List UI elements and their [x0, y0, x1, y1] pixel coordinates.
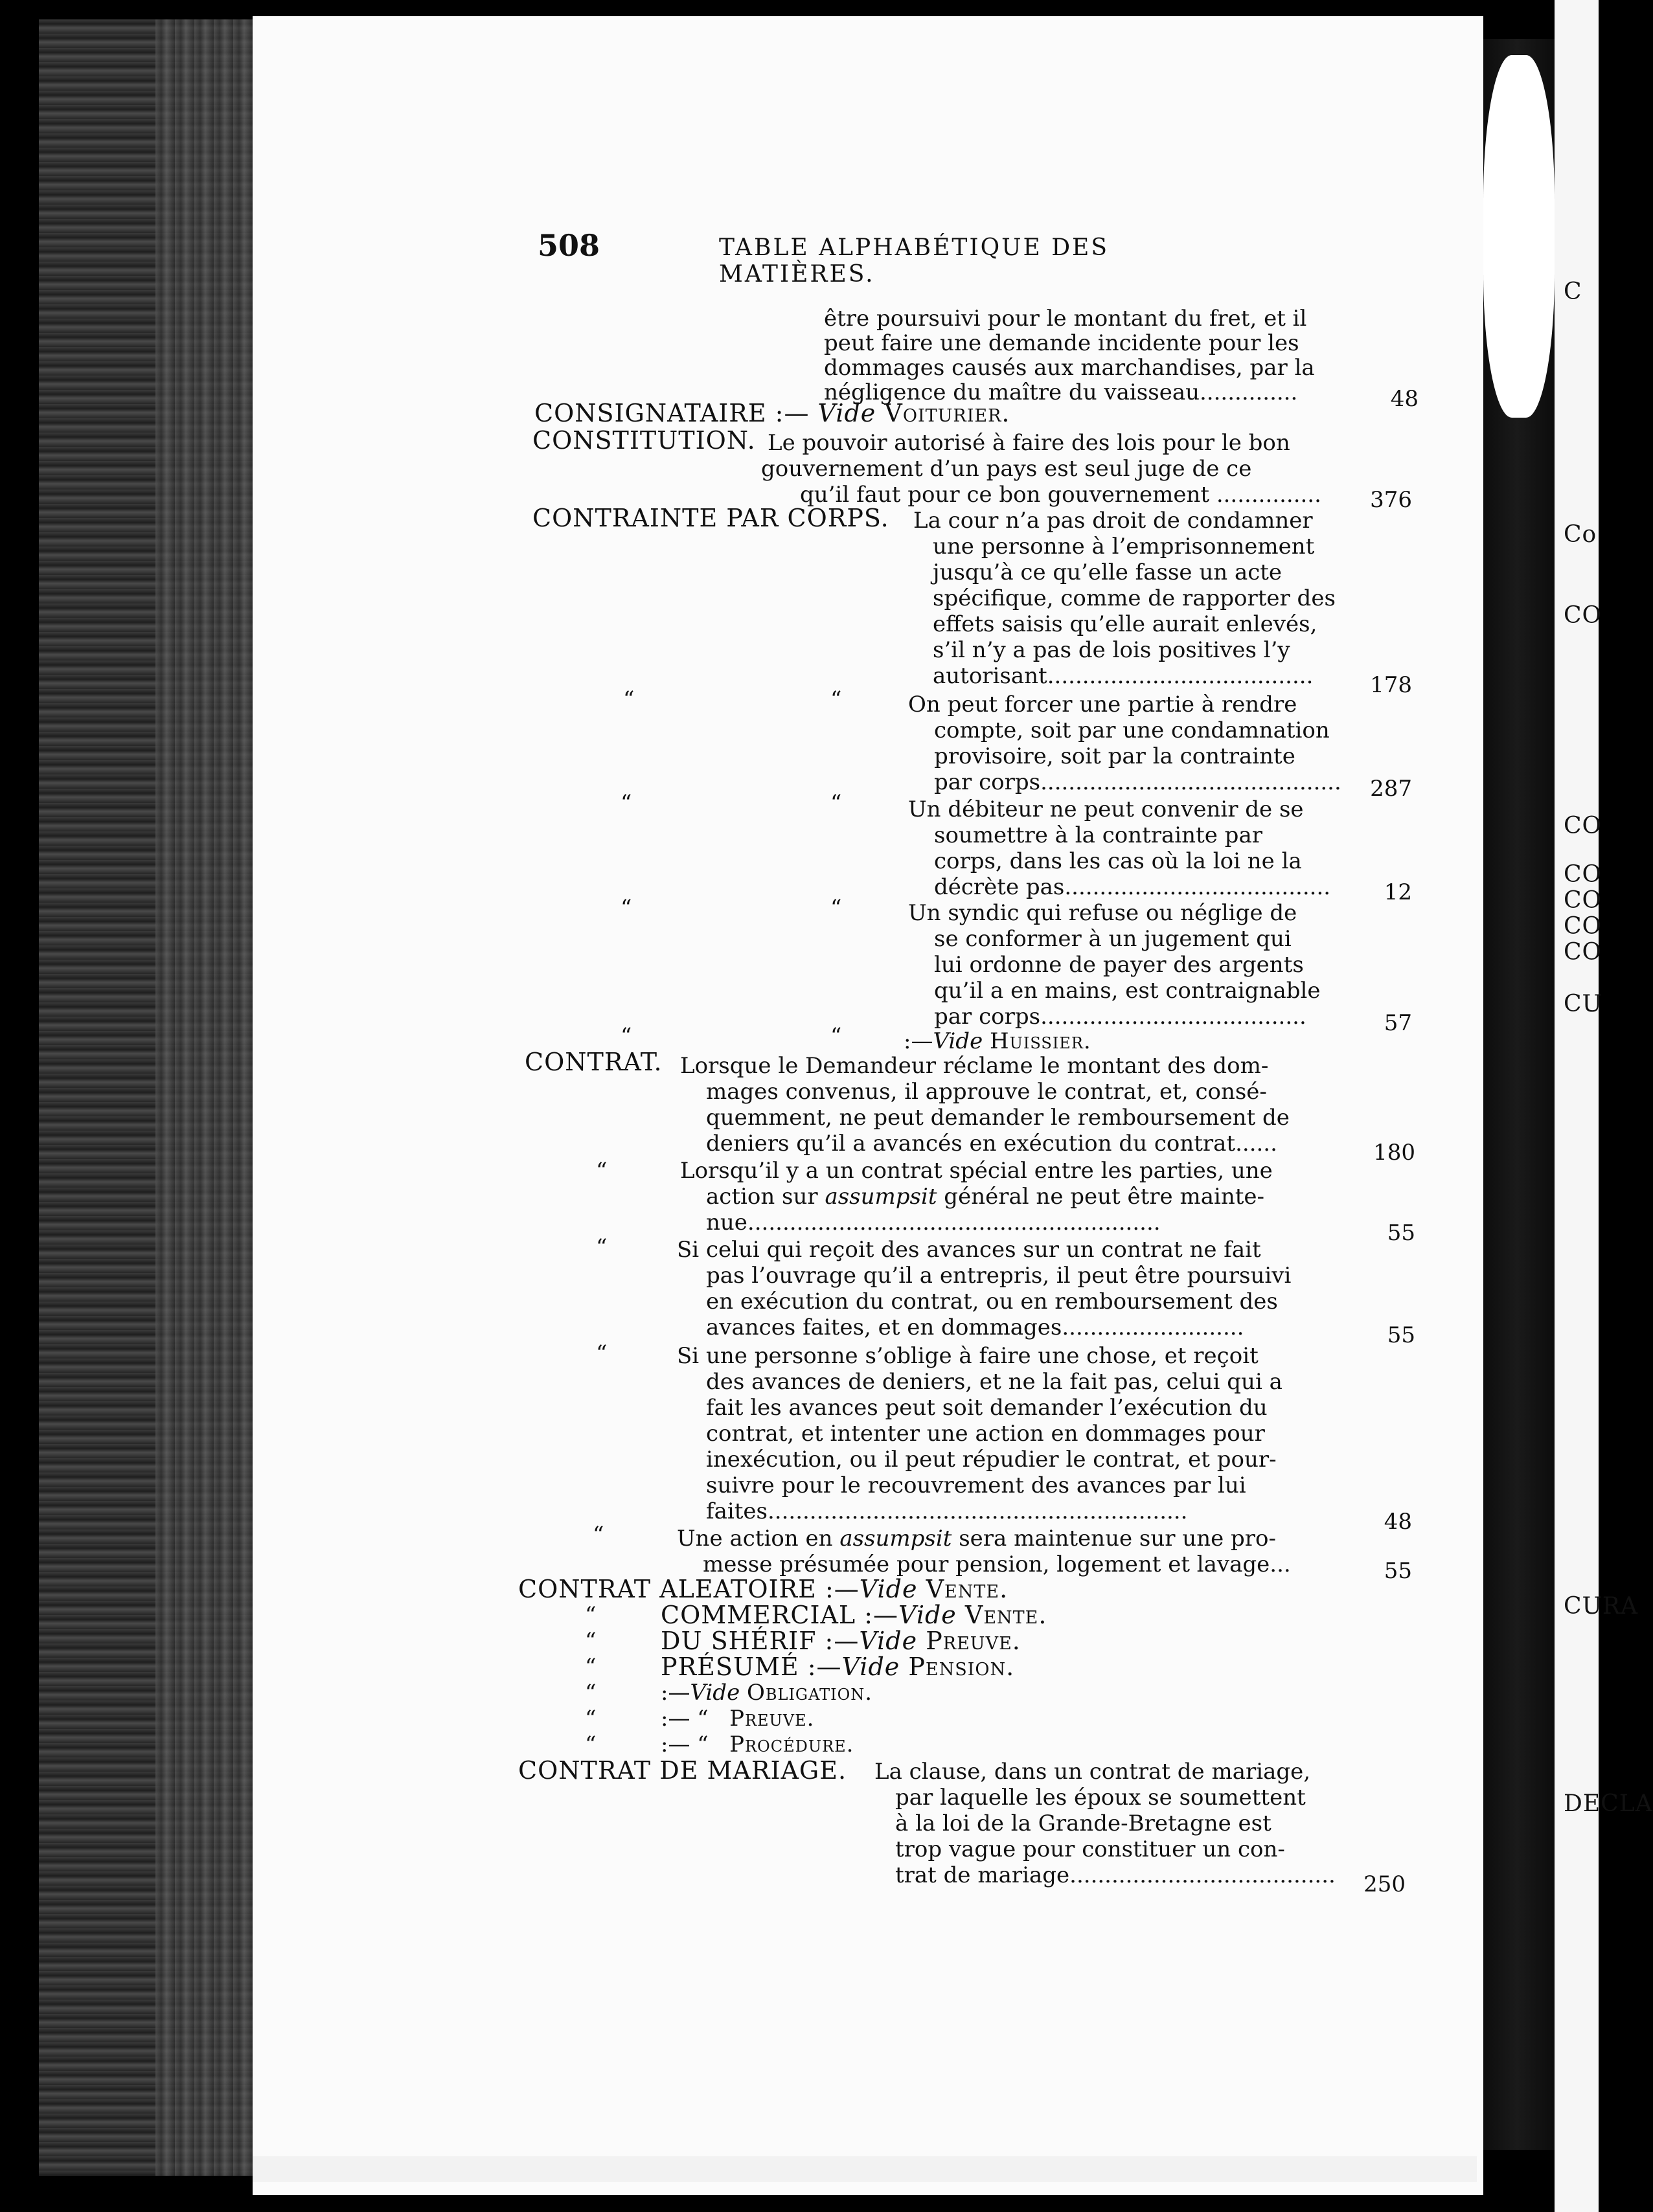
vide-label: Vide: [817, 399, 876, 427]
entry-text-line: nue...........................................................: [706, 1210, 1161, 1236]
entry-text-fragment: action sur: [706, 1184, 825, 1210]
page-reference: 55: [1387, 1220, 1415, 1246]
entry-text-line: à la loi de la Grande-Bretagne est: [895, 1811, 1271, 1836]
ditto-mark: “: [585, 1732, 597, 1757]
sub-entry-label: COMMERCIAL :—: [661, 1601, 899, 1629]
entry-text-line: [706, 1184, 1264, 1210]
entry-text-line: faites............................................................: [706, 1498, 1188, 1524]
vide-label: Vide: [933, 1028, 983, 1054]
ditto-mark: “: [593, 1522, 604, 1548]
next-page-fragment: CO: [1564, 861, 1602, 888]
entry-text-line: par corps...........................................: [934, 769, 1341, 795]
next-page-fragment: CU: [1564, 991, 1602, 1017]
entry-text-line: Si une personne s’oblige à faire une chose, et reçoit: [677, 1343, 1259, 1369]
entry-text-fragment: général ne peut être mainte-: [937, 1184, 1265, 1210]
entry-text-line: quemment, ne peut demander le remboursement de: [706, 1105, 1290, 1131]
sub-entry-label: :—: [661, 1680, 690, 1706]
ditto-mark: “: [596, 1158, 608, 1184]
next-page-fragment: CO: [1564, 913, 1602, 940]
entry-heading-label: CONSIGNATAIRE :—: [534, 399, 810, 427]
sub-entry: [661, 1732, 854, 1757]
sub-entry-label: PRÉSUMÉ :—: [661, 1653, 842, 1681]
entry-text-line: effets saisis qu’elle aurait enlevés,: [933, 611, 1317, 637]
vide-label: Vide: [690, 1680, 740, 1706]
vide-label: Vide: [898, 1601, 957, 1629]
ditto-mark: “: [585, 1602, 597, 1628]
adjacent-page-edge: [1555, 0, 1653, 2212]
page-reference: 180: [1373, 1140, 1415, 1166]
cross-reference: Preuve.: [729, 1706, 815, 1732]
ditto-mark: “: [621, 895, 632, 921]
ditto-mark: “: [830, 1023, 842, 1049]
next-page-fragment: CO: [1564, 939, 1602, 965]
page-reference: 250: [1363, 1871, 1406, 1897]
vide-label: Vide: [841, 1653, 900, 1681]
entry-text-line: soumettre à la contrainte par: [934, 822, 1262, 848]
entry-text-line: inexécution, ou il peut répudier le contrat, et pour-: [706, 1447, 1277, 1473]
vide-label: Vide: [859, 1575, 918, 1603]
entry-text-line: qu’il faut pour ce bon gouvernement ...............: [800, 482, 1321, 508]
entry-text-line: peut faire une demande incidente pour les: [824, 330, 1299, 356]
entry-text-line: dommages causés aux marchandises, par la: [824, 355, 1315, 381]
vide-prefix: :—: [904, 1028, 933, 1054]
entry-text-line: jusqu’à ce qu’elle fasse un acte: [933, 559, 1282, 585]
entry-text-line: suivre pour le recouvrement des avances par lui: [706, 1473, 1246, 1498]
ditto-mark: “: [596, 1234, 608, 1260]
next-page-fragment: CO: [1564, 813, 1602, 839]
cross-reference: Obligation.: [747, 1680, 873, 1706]
ditto-mark: “: [830, 686, 842, 712]
entry-text-line: messe présumée pour pension, logement et lavage...: [703, 1552, 1291, 1577]
next-page-fragment: C: [1564, 278, 1582, 305]
entry-text-line: se conformer à un jugement qui: [934, 926, 1292, 952]
sub-entry-label: CONTRAT ALEATOIRE :—: [518, 1575, 860, 1603]
vide-label: Vide: [859, 1627, 918, 1655]
entry-text-line: La cour n’a pas droit de condamner: [913, 508, 1313, 534]
entry-text-line: On peut forcer une partie à rendre: [908, 692, 1297, 717]
page-reference: 178: [1370, 672, 1412, 698]
ditto-mark: “: [830, 790, 842, 816]
entry-text-line: Le pouvoir autorisé à faire des lois pour le bon: [768, 430, 1290, 456]
page-reference: 48: [1384, 1509, 1412, 1535]
entry-text-fragment: Une action en: [677, 1526, 840, 1552]
sub-entry: [661, 1706, 814, 1732]
entry-text-line: compte, soit par une condamnation: [934, 717, 1330, 743]
entry-text-line: spécifique, comme de rapporter des: [933, 585, 1336, 611]
cross-reference: Vente.: [964, 1601, 1047, 1629]
entry-text-line: avances faites, et en dommages..........................: [706, 1315, 1244, 1340]
ditto-mark: “: [623, 686, 635, 712]
ditto-mark: “: [621, 790, 632, 816]
entry-text-line: en exécution du contrat, ou en remboursement des: [706, 1289, 1278, 1315]
page-reference: 48: [1390, 386, 1419, 412]
entry-text-line: par corps......................................: [934, 1004, 1306, 1030]
ditto-mark: “: [585, 1628, 597, 1654]
cross-reference: Procédure.: [729, 1732, 854, 1757]
page-edge-highlight: [1483, 55, 1555, 418]
entry-text-line: une personne à l’emprisonnement: [933, 534, 1315, 559]
page-reference: 376: [1370, 487, 1412, 513]
entry-text-line: négligence du maître du vaisseau..............: [824, 379, 1298, 405]
sub-entry: [661, 1680, 872, 1706]
italic-term: assumpsit: [825, 1184, 937, 1210]
page-reference: 287: [1370, 776, 1412, 802]
cross-reference: Vente.: [926, 1575, 1009, 1603]
page-reference: 55: [1387, 1322, 1415, 1348]
entry-text-line: [677, 1526, 1276, 1552]
entry-text-line: contrat, et intenter une action en dommages pour: [706, 1421, 1265, 1447]
entry-text-fragment: sera maintenue sur une pro-: [952, 1526, 1277, 1552]
entry-text-line: mages convenus, il approuve le contrat, et, consé-: [706, 1079, 1267, 1105]
page-reference: 55: [1384, 1558, 1412, 1584]
ditto-mark: “: [585, 1680, 597, 1706]
entry-text-line: être poursuivi pour le montant du fret, et il: [824, 306, 1307, 332]
entry-text-line: des avances de deniers, et ne la fait pas, celui qui a: [706, 1369, 1282, 1395]
entry-text-line: autorisant......................................: [933, 663, 1314, 689]
entry-text-line: Si celui qui reçoit des avances sur un contrat ne fait: [677, 1237, 1261, 1263]
entry-heading: CONTRAT DE MARIAGE.: [518, 1756, 847, 1785]
sub-entry: [518, 1576, 1008, 1602]
sub-entry: [661, 1602, 1047, 1628]
entry-text-line: La clause, dans un contrat de mariage,: [874, 1759, 1311, 1785]
entry-text-line: qu’il a en mains, est contraignable: [934, 978, 1321, 1004]
entry-heading: CONTRAINTE PAR CORPS.: [532, 504, 889, 532]
entry-text-line: lui ordonne de payer des argents: [934, 952, 1304, 978]
ditto-mark: “: [585, 1706, 597, 1732]
ditto-mark: “: [830, 895, 842, 921]
entry-text-line: provisoire, soit par la contrainte: [934, 743, 1295, 769]
entry-text-line: deniers qu’il a avancés en exécution du contrat......: [706, 1131, 1277, 1157]
page-reference: 12: [1384, 879, 1412, 905]
sub-entry: [661, 1654, 1014, 1680]
book-spine: [39, 19, 258, 2176]
entry-text-line: Un débiteur ne peut convenir de se: [908, 796, 1304, 822]
entry-text-line: fait les avances peut soit demander l’exécution du: [706, 1395, 1268, 1421]
entry-text-line: s’il n’y a pas de lois positives l’y: [933, 637, 1290, 663]
ditto-mark: “: [621, 1023, 632, 1049]
entry-heading: CONTRAT.: [525, 1048, 663, 1076]
entry-text-line: corps, dans les cas où la loi ne la: [934, 848, 1302, 874]
next-page-fragment: Co: [1564, 521, 1597, 548]
next-page-fragment: CO: [1564, 602, 1602, 629]
entry-text-line: trop vague pour constituer un con-: [895, 1836, 1285, 1862]
cross-reference: Pension.: [908, 1653, 1015, 1681]
running-head: TABLE ALPHABÉTIQUE DES MATIÈRES.: [719, 234, 1109, 288]
cross-reference: Preuve.: [926, 1627, 1021, 1655]
page-reference: 57: [1384, 1010, 1412, 1036]
next-page-fragment: DECLA: [1564, 1790, 1653, 1817]
italic-term: assumpsit: [839, 1526, 952, 1552]
entry-text-line: gouvernement d’un pays est seul juge de ce: [761, 456, 1252, 482]
entry-text-line: Lorsqu’il y a un contrat spécial entre les parties, une: [680, 1158, 1273, 1184]
entry-heading: CONSTITUTION.: [532, 426, 756, 455]
cross-reference: Huissier.: [990, 1028, 1091, 1054]
entry-heading: [534, 400, 1010, 426]
sub-entry-label: :— “: [661, 1732, 709, 1757]
page-bottom-edge: [253, 2156, 1477, 2182]
page-number: 508: [538, 228, 600, 263]
cross-reference: Voiturier.: [884, 399, 1010, 427]
book-edge-texture: [155, 19, 253, 2176]
entry-text-line: par laquelle les époux se soumettent: [895, 1785, 1306, 1811]
ditto-mark: “: [585, 1654, 597, 1680]
entry-text-line: pas l’ouvrage qu’il a entrepris, il peut être poursuivi: [706, 1263, 1292, 1289]
sub-entry-label: :— “: [661, 1706, 709, 1732]
entry-text-line: décrète pas......................................: [934, 874, 1331, 900]
sub-entry: [661, 1628, 1021, 1654]
entry-text-line: Lorsque le Demandeur réclame le montant des dom-: [680, 1053, 1269, 1079]
entry-text-line: Un syndic qui refuse ou néglige de: [908, 900, 1297, 926]
ditto-mark: “: [596, 1340, 608, 1366]
entry-text-line: trat de mariage......................................: [895, 1862, 1336, 1888]
next-page-fragment: CO: [1564, 887, 1602, 914]
vide-reference-line: [904, 1028, 1091, 1054]
next-page-fragment: CURA: [1564, 1593, 1638, 1620]
sub-entry-label: DU SHÉRIF :—: [661, 1627, 860, 1655]
